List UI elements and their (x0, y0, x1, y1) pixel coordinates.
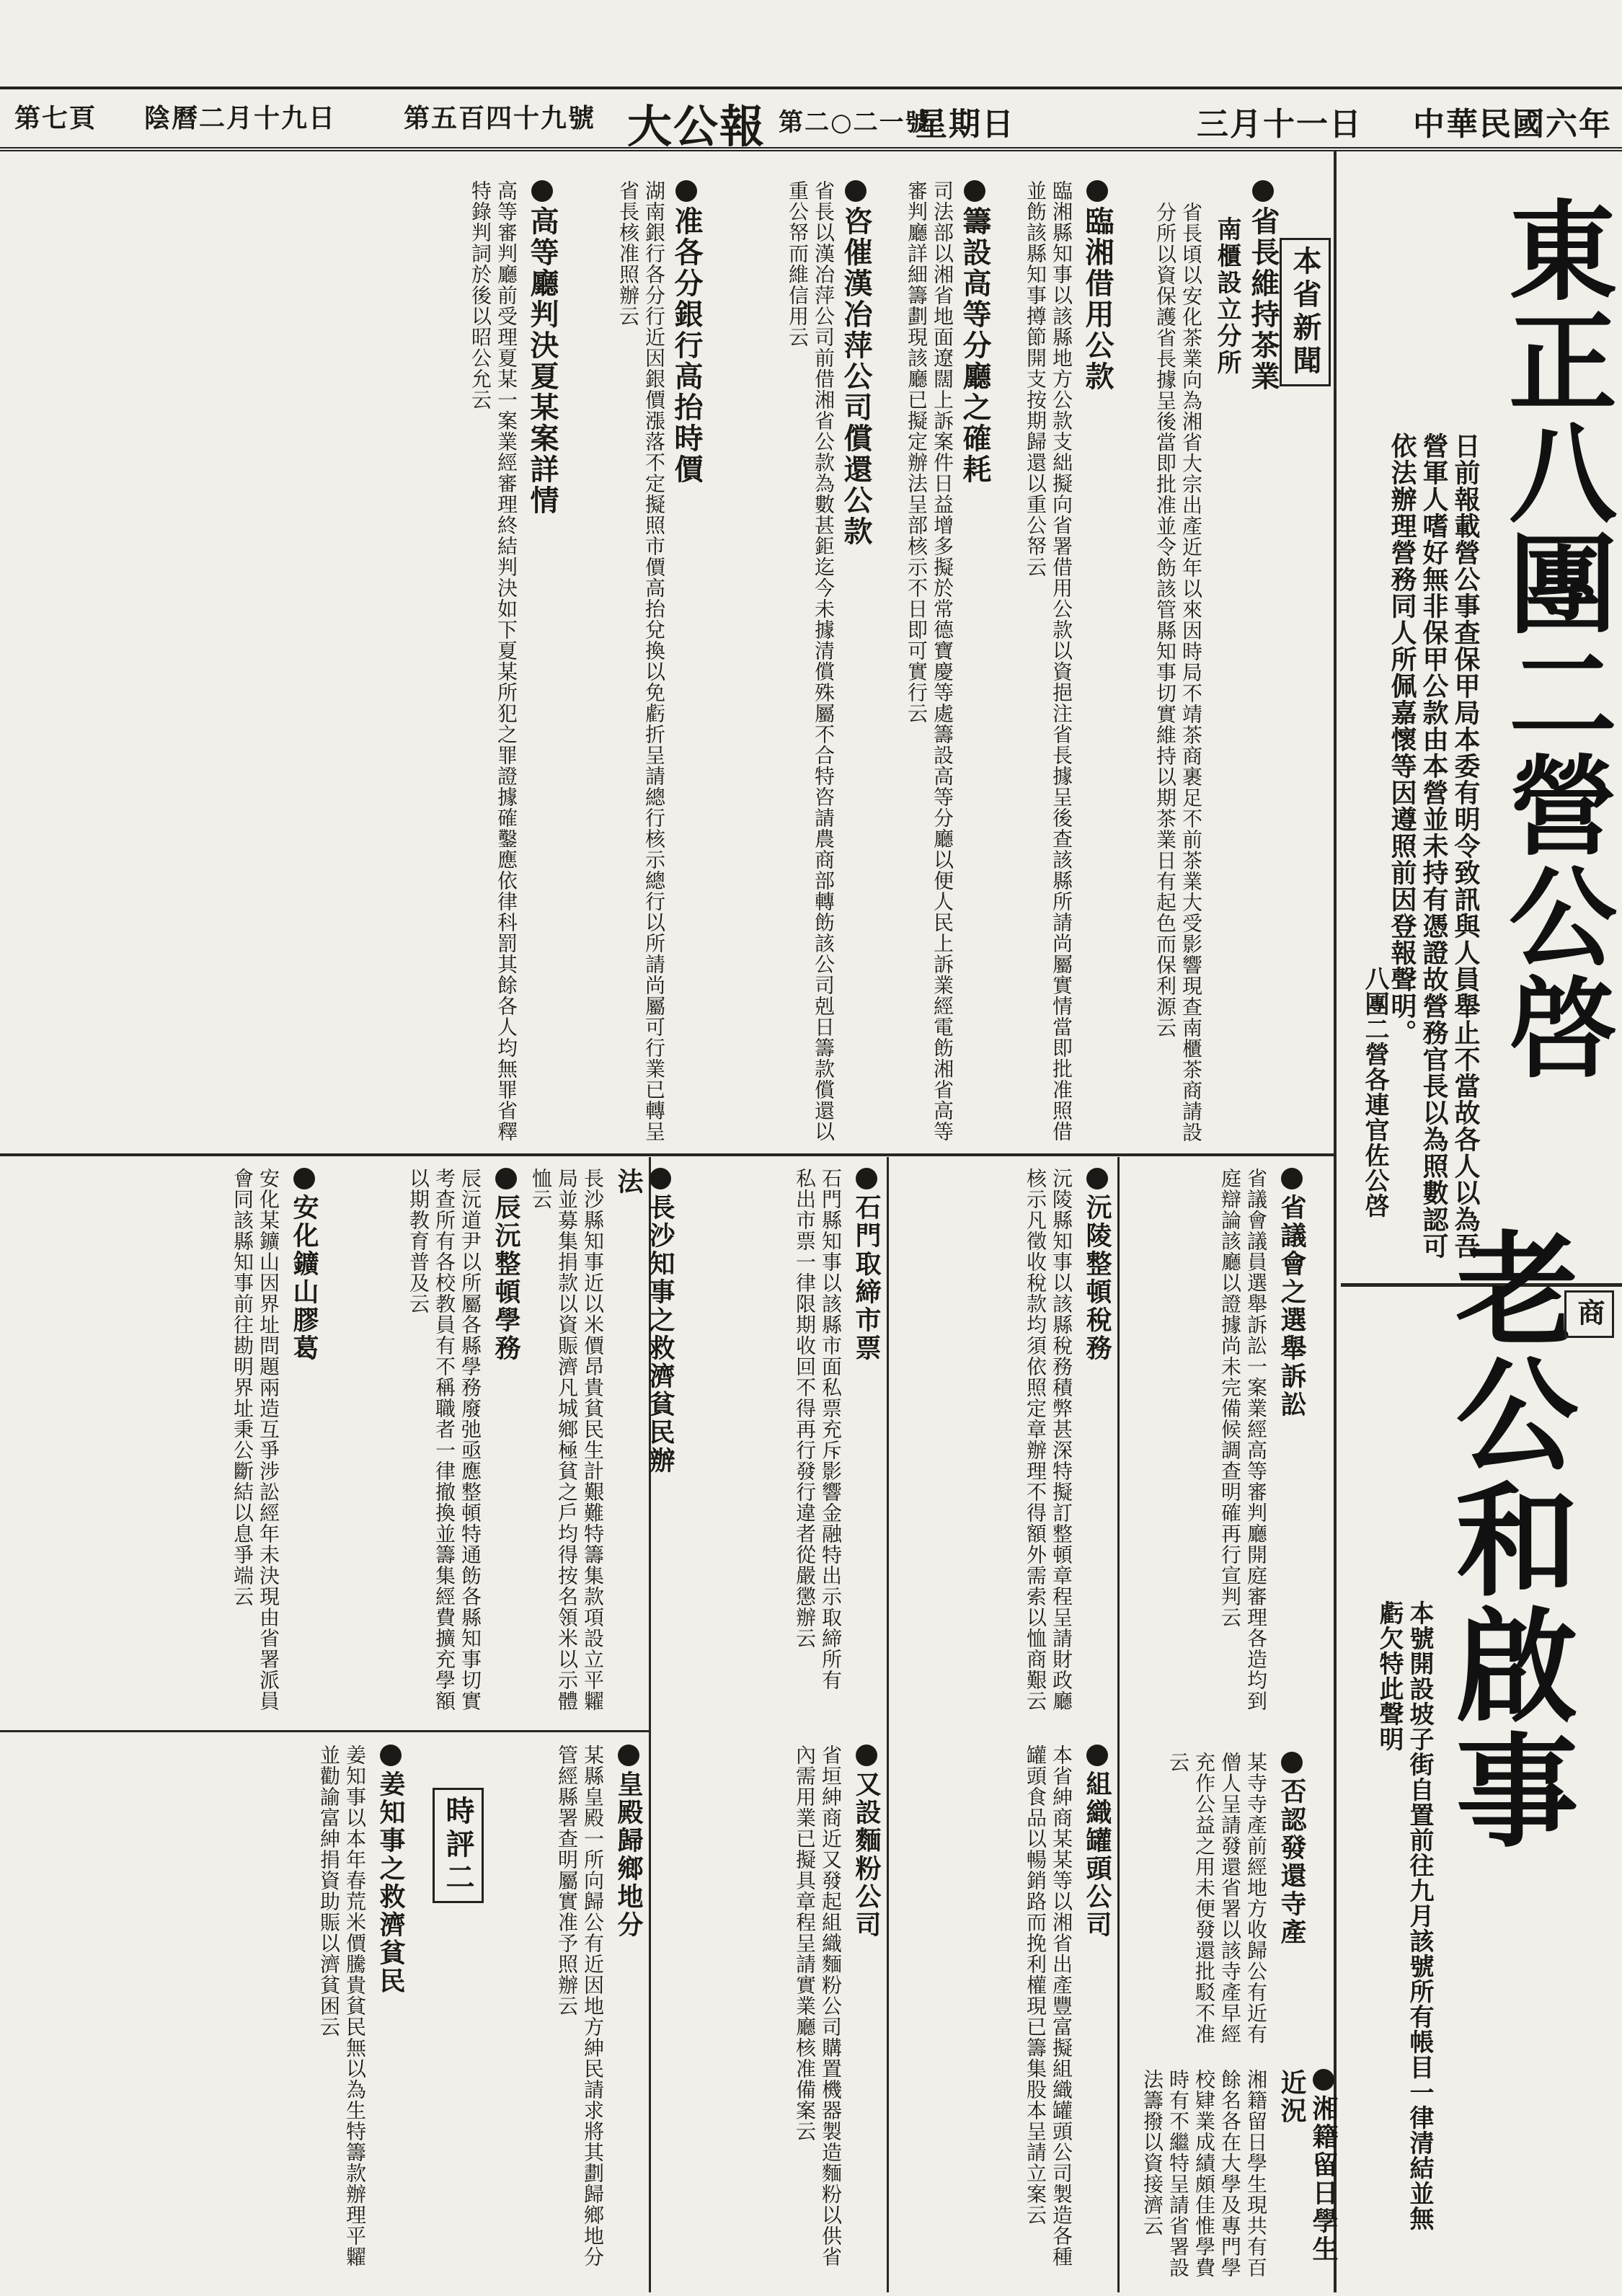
bullet-icon (1086, 180, 1108, 202)
header-year: 中華民國六年 (1413, 106, 1612, 143)
news-body-verdict: 高等審判廳前受理夏某一案業經審理終結判決如下夏某所犯之罪證據確鑿應依律科罰其餘各人均無罪省釋特錄判詞於後以昭公允云 (469, 180, 518, 1142)
bullet-icon (293, 1168, 315, 1189)
news-body-changsha-relief: 長沙縣知事近以米價昂貴貧民生計艱難特籌集款項設立平糶局並募集捐款以資賑濟凡城鄉極貧之戶均得按名領米以示體恤云 (529, 1168, 605, 1711)
bullet-icon (1252, 180, 1274, 202)
news-title-cannery: 組織罐頭公司 (1081, 1745, 1113, 2018)
bullet-icon (1281, 1168, 1303, 1189)
tier-rule-2 (0, 1730, 649, 1732)
news-body-linxiang: 臨湘縣知事以該縣地方公款支絀擬向省署借用公款以資挹注省長據呈後查該縣所請尚屬實情當即批准照借並飭該縣知事撙節開支按期歸還以重公帑云 (1024, 180, 1073, 1142)
news-title-high-court: 籌設高等分廳之確耗 (959, 180, 991, 497)
news-body-yuanling-tax: 沅陵縣知事以該縣稅務積弊甚深特擬訂整頓章程呈請財政廳核示凡徵收稅款均須依照定章辦理不得額外需索以恤商艱云 (1024, 1168, 1073, 1711)
header-lunar-date: 陰曆二月十九日 (144, 103, 337, 133)
news-title-yuanling-tax: 沅陵整頓稅務 (1081, 1168, 1113, 1442)
news-body-chenyuan: 辰沅道尹以所屬各縣學務廢弛亟應整頓特通飭各縣知事切實考查所有各校教員有不稱職者一律撤換並籌集經費擴充學額以期教育普及云 (407, 1168, 482, 1711)
news-body-japan-students: 湘籍留日學生現共有百餘名各在大學及專門學校肄業成績頗佳惟學費時有不繼特呈請省署設法籌撥以資接濟云 (1140, 2069, 1268, 2278)
news-subtitle-tea: 南櫃設立分所 (1213, 216, 1241, 376)
news-title-changsha-relief: 長沙知事之救濟貧民辦法 (613, 1168, 675, 1475)
news-title-chenyuan: 辰沅整頓學務 (490, 1168, 522, 1427)
news-title-flour: 又設麵粉公司 (851, 1745, 882, 2018)
news-body-anhua-mine: 安化某鑛山因界址問題兩造互爭涉訟經年未決現由省署派員會同該縣知事前往勘明界址秉公斷結以息爭端云 (231, 1168, 280, 1711)
news-body-shimen: 石門縣知事以該縣市面私票充斥影響金融特出示取締所有私出市票一律限期收回不得再行發行違者從嚴懲辦云 (793, 1168, 843, 1690)
bullet-icon (1086, 1745, 1108, 1766)
ad-laogonghe-title: 老公和啟事 (1435, 1225, 1579, 1853)
section-label-local: 本省新聞 (1280, 238, 1331, 386)
header-issue-no: 第二○二一號 (779, 108, 931, 137)
ad-east-regiment-signer: 八團二營各連官佐公啓 (1360, 966, 1389, 1218)
bullet-icon (618, 1745, 639, 1766)
header-weekday: 星期日 (916, 106, 1015, 143)
news-title-temple: 否認發還寺產 (1276, 1752, 1308, 1968)
news-title-tea: 省長維持茶業 (1247, 180, 1279, 483)
bullet-icon (650, 1168, 671, 1189)
news-title-bank: 准各分銀行高抬時價 (670, 180, 702, 613)
header-date: 三月十一日 (1197, 106, 1362, 143)
bullet-icon (675, 180, 697, 202)
bullet-icon (856, 1168, 877, 1189)
news-body-election: 省議會議員選舉訴訟一案業經高等審判廳開庭審理各造均到庭辯論該廳以證據尚未完備候調查明確再行宣判云 (1218, 1168, 1268, 1711)
news-body-high-court: 司法部以湘省地面遼闊上訴案件日益增多擬於常德寶慶等處籌設高等分廳以便人民上訴業經電飭湘省高等審判廳詳細籌劃現該廳已擬定辦法呈部核示不日即可實行云 (905, 180, 954, 1142)
news-title-japan-students: 湘籍留日學生近況 (1277, 2069, 1339, 2264)
tier-rule-1 (0, 1153, 1334, 1156)
news-body-tea: 省長頃以安化茶業向為湘省大宗出產近年以來因時局不靖茶商裹足不前茶業大受影響現查南櫃茶商請設分所以資保護省長據呈後當即批准並令飭該管縣知事切實維持以期茶業日有起色而保利源云 (1153, 202, 1203, 1143)
bullet-icon (1313, 2069, 1334, 2091)
ad-laogonghe-notice: 本號開設坡子街自置前往九月該號所有帳目一律清結並無虧欠特此聲明 (1375, 1600, 1434, 2231)
bullet-icon (964, 180, 985, 202)
news-title-verdict: 高等廳判決夏某案詳情 (526, 180, 558, 569)
bullet-icon (380, 1745, 402, 1766)
news-title-anhua-mine: 安化鑛山膠葛 (288, 1168, 320, 1427)
bullet-icon (845, 180, 867, 202)
news-title-hanyeping: 咨催漢冶萍公司償還公款 (840, 180, 872, 613)
bullet-icon (1281, 1752, 1303, 1773)
bullet-icon (1086, 1168, 1108, 1189)
ad-east-regiment-notice: 日前報載營公事查保甲局本委有明令致訊與人員舉止不當故各人以為吾營軍人嗜好無非保甲公款由本營並未持有憑證故營務官長以為照數認可依法辦理營務同人所佩嘉懷等因遵照前因登報聲明。 (1387, 433, 1481, 1259)
news-body-bank: 湖南銀行各分行近因銀價漲落不定擬照市價高抬兌換以免虧折呈請總行核示總行以所請尚屬可行業已轉呈省長核准照辦云 (616, 180, 666, 1142)
col-separator-b (887, 1157, 889, 2292)
news-body-temple: 某寺寺產前經地方收歸公有近有僧人呈請發還省署以該寺產早經充作公益之用未便發還批駁不准云 (1166, 1752, 1268, 2044)
news-title-election: 省議會之選舉訴訟 (1276, 1168, 1308, 1427)
news-body-jiang-relief: 姜知事以本年春荒米價騰貴貧民無以為生特籌款辦理平糶並勸諭富紳捐資助賑以濟貧困云 (317, 1745, 367, 2267)
commentary-box: 時評二 (433, 1788, 484, 1903)
bullet-icon (531, 180, 553, 202)
news-title-palace: 皇殿歸鄉地分 (613, 1745, 644, 2004)
news-body-hanyeping: 省長以漢冶萍公司前借湘省公款為數甚鉅迄今未據清償殊屬不合特咨請農商部轉飭該公司剋日籌款償還以重公帑而維信用云 (786, 180, 836, 1142)
ad-shop-label: 商 (1564, 1290, 1614, 1338)
bullet-icon (495, 1168, 517, 1189)
news-body-flour: 省垣紳商近又發起組織麵粉公司購置機器製造麵粉以供省內需用業已擬具章程呈請實業廳核准備案云 (793, 1745, 843, 2267)
news-title-shimen: 石門取締市票 (851, 1168, 882, 1442)
header-day-count: 第五百四十九號 (404, 103, 596, 133)
ad-news-separator (1334, 151, 1337, 2292)
news-body-palace: 某縣皇殿一所向歸公有近因地方紳民請求將其劃歸鄉地分管經縣署查明屬實准予照辦云 (555, 1745, 605, 2267)
header-paper-title: 大公報 (627, 100, 766, 153)
news-body-cannery: 本省紳商某某等以湘省出產豐富擬組織罐頭公司製造各種罐頭食品以暢銷路而挽利權現已籌集股本呈請立案云 (1024, 1745, 1073, 2267)
news-title-linxiang: 臨湘借用公款 (1081, 180, 1113, 469)
page-header (0, 87, 1622, 151)
col-separator-a (1117, 1157, 1120, 2292)
news-title-jiang-relief: 姜知事之救濟貧民 (375, 1745, 407, 2062)
header-page-number: 第七頁 (14, 103, 97, 133)
ad-east-regiment-title: 東正八團二營公啓 (1490, 195, 1617, 1083)
bullet-icon (856, 1745, 877, 1766)
